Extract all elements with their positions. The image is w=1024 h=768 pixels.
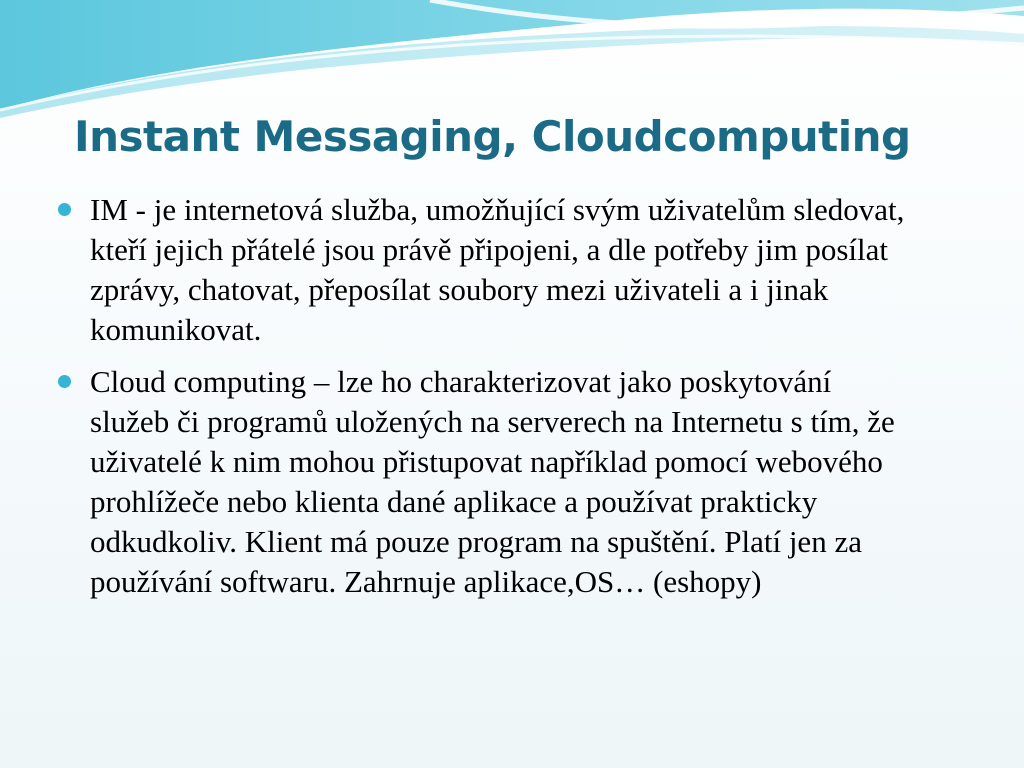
decorative-wave-header xyxy=(0,0,1024,120)
bullet-item-im xyxy=(58,190,918,350)
bullet-text: Cloud computing – lze ho charakterizovat jako poskytování služeb či programů uložených na serverech na Internetu s tím, že uživatelé k nim mohou přistupovat například pomocí webového prohlížeče nebo klienta dané aplikace a používat prakticky odkudkoliv. Klient má pouze program na spuštění. Platí jen za používání softwaru. Zahrnuje aplikace,OS… (eshopy) xyxy=(90,364,895,599)
bullet-text: IM - je internetová služba, umožňující svým uživatelům sledovat, kteří jejich přátelé jsou právě připojeni, a dle potřeby jim posílat zprávy, chatovat, přeposílat soubory mezi uživateli a i jinak komunikovat. xyxy=(90,192,905,347)
bullet-dot-icon xyxy=(58,375,71,388)
slide-title: Instant Messaging, Cloudcomputing xyxy=(74,112,911,161)
bullet-item-cloud-computing xyxy=(58,362,918,602)
bullet-dot-icon xyxy=(58,203,71,216)
bullet-list xyxy=(58,190,918,614)
